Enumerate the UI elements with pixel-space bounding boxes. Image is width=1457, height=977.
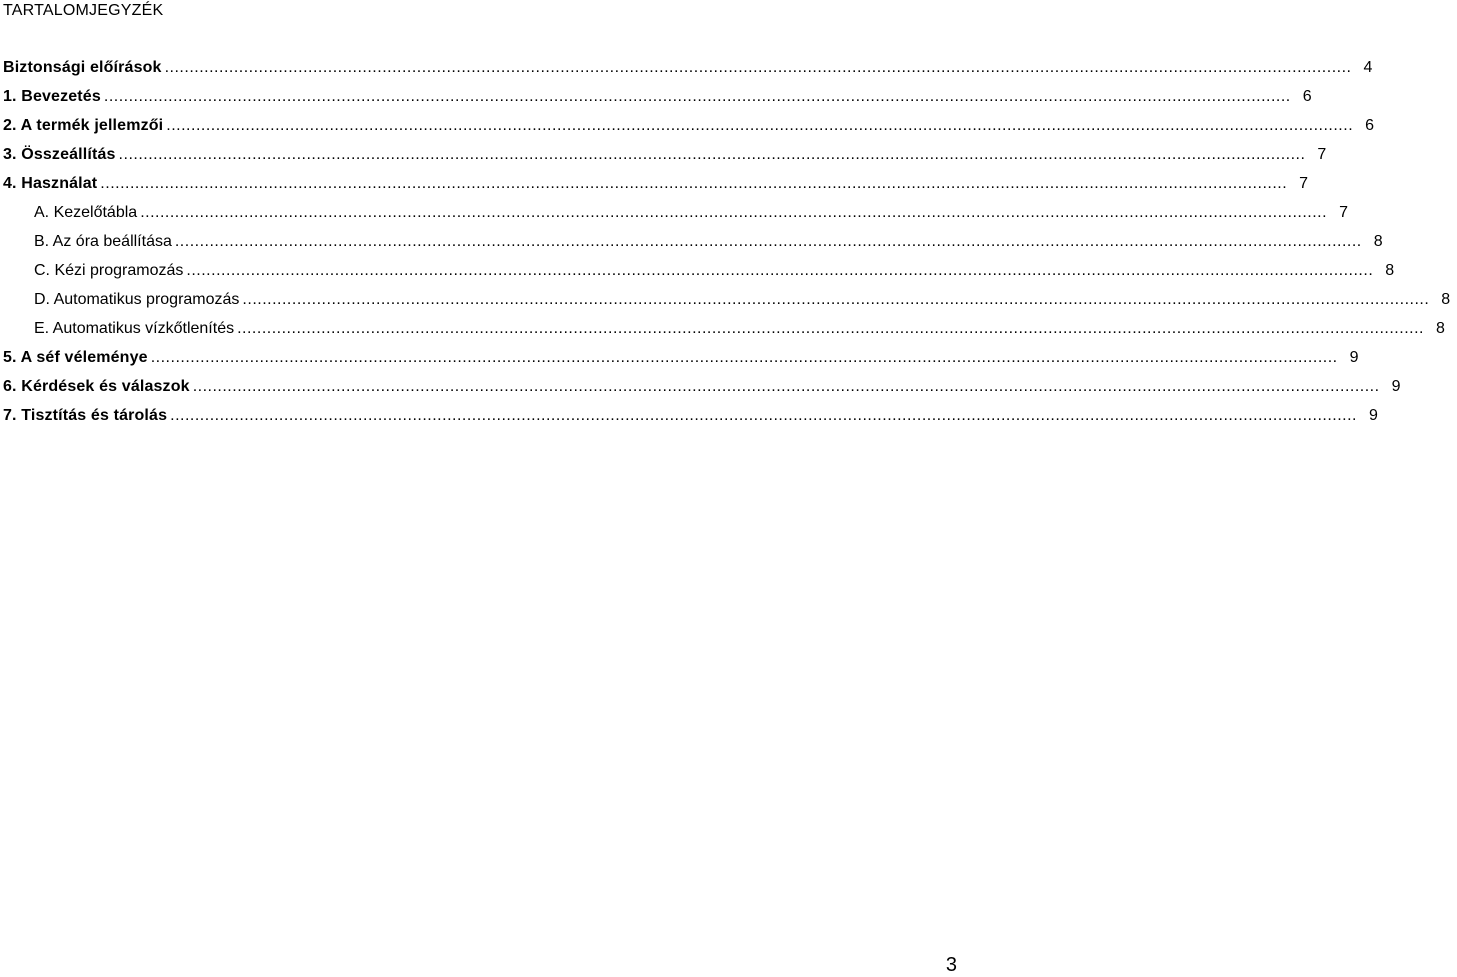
toc-entry-label: B. Az óra beállítása bbox=[34, 233, 172, 250]
document-title: TARTALOMJEGYZÉK bbox=[3, 2, 164, 19]
toc-entry-introduction[interactable] bbox=[0, 87, 1312, 111]
toc-dot-leader bbox=[175, 232, 1362, 252]
toc-entry-label: Biztonsági előírások bbox=[3, 59, 162, 76]
toc-entry-page: 7 bbox=[1339, 204, 1348, 221]
toc-entry-page: 8 bbox=[1435, 320, 1445, 337]
toc-entry-label: A. Kezelőtábla bbox=[34, 204, 138, 221]
toc-dot-leader bbox=[166, 116, 1353, 136]
toc-entry-usage[interactable] bbox=[0, 174, 1309, 198]
toc-entry-automatic-descaling[interactable] bbox=[0, 319, 1445, 343]
toc-entry-safety[interactable] bbox=[0, 58, 1373, 82]
toc-entry-page: 8 bbox=[1385, 262, 1395, 279]
toc-entry-product-features[interactable] bbox=[0, 116, 1375, 140]
page-number: 3 bbox=[945, 954, 957, 976]
toc-entry-label: 5. A séf véleménye bbox=[3, 349, 148, 366]
toc-dot-leader bbox=[140, 203, 1327, 223]
toc-dot-leader bbox=[237, 319, 1424, 339]
toc-entry-label: 4. Használat bbox=[3, 175, 98, 192]
toc-dot-leader bbox=[119, 145, 1306, 165]
toc-entry-questions-answers[interactable] bbox=[0, 377, 1401, 401]
toc-entry-label: 6. Kérdések és válaszok bbox=[3, 378, 190, 395]
toc-entry-page: 9 bbox=[1349, 349, 1359, 366]
toc-entry-page: 6 bbox=[1302, 88, 1312, 105]
toc-entry-label: 7. Tisztítás és tárolás bbox=[3, 407, 168, 424]
toc-entry-page: 7 bbox=[1299, 175, 1309, 192]
toc-dot-leader bbox=[193, 377, 1380, 397]
toc-entry-page: 9 bbox=[1369, 407, 1378, 424]
toc-entry-manual-programming[interactable] bbox=[0, 261, 1395, 285]
toc-entry-label: C. Kézi programozás bbox=[34, 262, 184, 279]
toc-entry-label: 2. A termék jellemzői bbox=[3, 117, 164, 134]
toc-entry-clock-setting[interactable] bbox=[0, 232, 1383, 256]
toc-entry-page: 8 bbox=[1441, 291, 1451, 308]
toc-entry-page: 4 bbox=[1363, 59, 1373, 76]
toc-entry-label: D. Automatikus programozás bbox=[34, 291, 240, 308]
toc-entry-automatic-programming[interactable] bbox=[0, 290, 1451, 314]
toc-dot-leader bbox=[151, 348, 1338, 368]
toc-entry-control-panel[interactable] bbox=[0, 203, 1348, 227]
toc-entry-page: 6 bbox=[1365, 117, 1375, 134]
toc-entry-chef-opinion[interactable] bbox=[0, 348, 1359, 372]
toc-dot-leader bbox=[165, 58, 1352, 78]
toc-entry-page: 8 bbox=[1373, 233, 1383, 250]
toc-entry-label: 3. Összeállítás bbox=[3, 146, 116, 163]
toc-dot-leader bbox=[170, 406, 1357, 426]
toc-entry-page: 9 bbox=[1391, 378, 1401, 395]
toc-dot-leader bbox=[186, 261, 1373, 281]
toc-entry-label: 1. Bevezetés bbox=[3, 88, 101, 105]
toc-entry-assembly[interactable] bbox=[0, 145, 1327, 169]
toc-dot-leader bbox=[100, 174, 1287, 194]
toc-dot-leader bbox=[104, 87, 1291, 107]
toc-entry-cleaning-storage[interactable] bbox=[0, 406, 1378, 430]
toc-entry-label: E. Automatikus vízkőtlenítés bbox=[34, 320, 235, 337]
toc-dot-leader bbox=[242, 290, 1429, 310]
toc-entry-page: 7 bbox=[1317, 146, 1327, 163]
